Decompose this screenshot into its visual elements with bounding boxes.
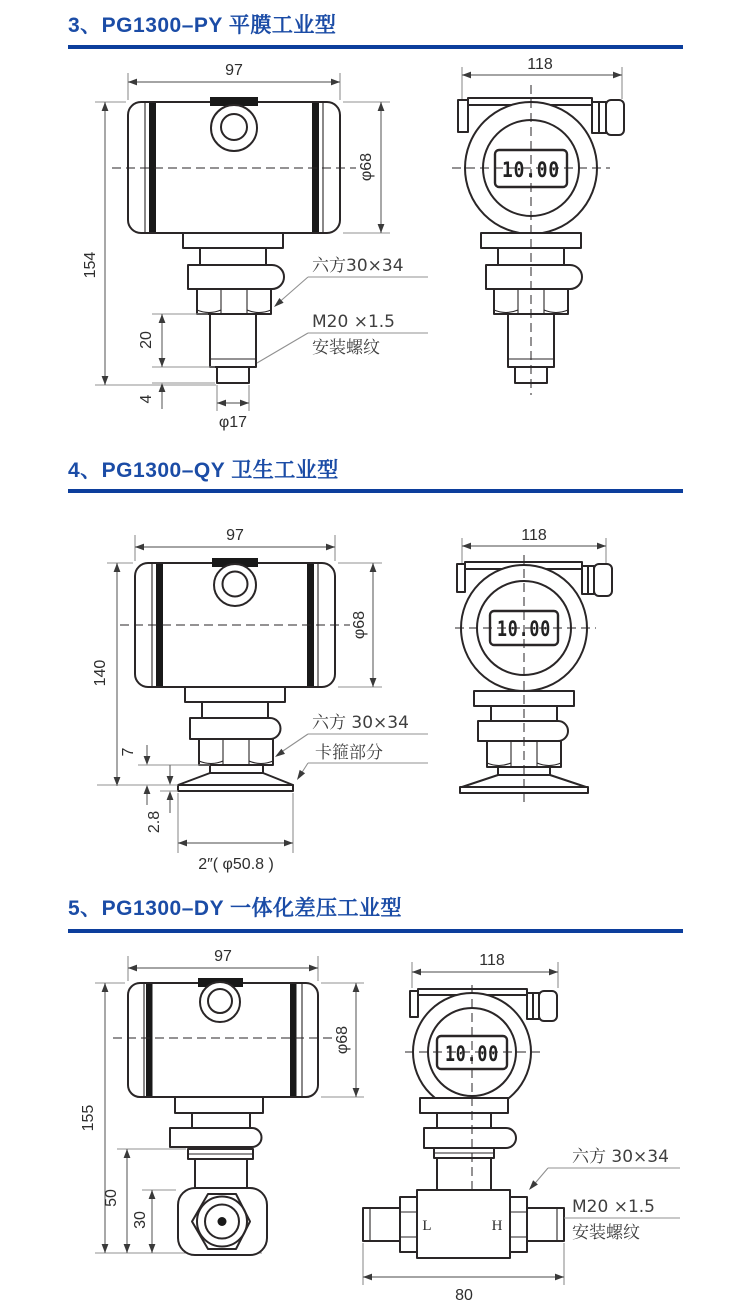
- ferrule-lip: [178, 785, 293, 791]
- dim-port-height: 50: [103, 1189, 120, 1207]
- dy-side-view: [363, 952, 680, 1304]
- section-heading-py: 3、PG1300–PY 平膜工业型: [68, 14, 337, 37]
- cable-gland: [539, 991, 557, 1021]
- py-dimension-drawing: [0, 55, 750, 445]
- py-front-view: [82, 62, 428, 431]
- dp-manifold: [363, 1098, 564, 1258]
- dim-ferrule-lip: 2.8: [146, 810, 163, 834]
- lcd-reading: 10.00: [445, 1042, 499, 1066]
- qy-dimension-drawing: [0, 505, 750, 880]
- thread-label-line2: 安装螺纹: [572, 1223, 640, 1243]
- section-heading-qy: 4、PG1300–QY 卫生工业型: [68, 459, 339, 482]
- low-port-label: L: [422, 1218, 432, 1234]
- dim-width: 97: [225, 62, 243, 79]
- cable-gland: [606, 100, 624, 135]
- section-rule: [68, 45, 683, 49]
- dim-height: 155: [80, 1104, 97, 1132]
- qy-front-view: [92, 527, 428, 873]
- dim-diameter: φ68: [334, 1025, 351, 1055]
- top-knob: [214, 564, 256, 606]
- dim-width: 97: [214, 948, 232, 965]
- high-port-label: H: [491, 1218, 503, 1234]
- dim-ferrule-neck: 7: [120, 747, 137, 757]
- lcd-reading: 10.00: [497, 617, 551, 641]
- port-center: [218, 1217, 227, 1226]
- dy-front-view: [80, 948, 364, 1255]
- stud-right: [527, 1208, 564, 1241]
- stud-left: [363, 1208, 400, 1241]
- dim-clamp-size: 2″( φ50.8 ): [198, 856, 274, 873]
- hex-nut-right: [510, 1197, 527, 1252]
- dim-diameter: φ68: [351, 610, 368, 640]
- dy-dimension-drawing: [0, 940, 750, 1305]
- lcd-reading: 10.00: [502, 158, 560, 182]
- pressure-port-tip: [217, 367, 249, 383]
- thread-label-line1: M20 ×1.5: [572, 1197, 655, 1217]
- hex-nut-left: [400, 1197, 417, 1252]
- tri-clamp-cone: [178, 773, 293, 785]
- dp-port-front: [170, 1097, 267, 1255]
- dim-block-width: 80: [455, 1287, 473, 1304]
- section-rule: [68, 929, 683, 933]
- hex-nut: [199, 739, 273, 765]
- hex-label: 六方 30×34: [312, 713, 409, 733]
- hex-nut: [197, 289, 271, 314]
- dim-height: 154: [82, 251, 99, 279]
- dim-width: 118: [479, 952, 505, 969]
- qy-side-view: [455, 527, 612, 805]
- dim-width: 118: [527, 56, 553, 73]
- clamp-label: 卡箍部分: [315, 743, 383, 763]
- dim-tip-diameter: φ17: [218, 414, 248, 431]
- hex-label: 六方 30×34: [572, 1147, 669, 1167]
- dim-width: 118: [521, 527, 547, 544]
- dim-tip-length: 4: [138, 394, 155, 404]
- thread-label-line2: 安装螺纹: [312, 338, 380, 358]
- dim-thread-length: 20: [138, 331, 155, 349]
- section-rule: [68, 489, 683, 493]
- py-side-view: [452, 56, 624, 395]
- dim-width: 97: [226, 527, 244, 544]
- dim-block-height: 30: [132, 1211, 149, 1229]
- dim-diameter: φ68: [358, 152, 375, 182]
- clamp-connection: [178, 687, 293, 791]
- process-connection: [183, 233, 284, 383]
- thread-label-line1: M20 ×1.5: [312, 312, 395, 332]
- section-heading-dy: 5、PG1300–DY 一体化差压工业型: [68, 897, 403, 920]
- cable-gland: [594, 564, 612, 596]
- top-knob: [211, 105, 257, 151]
- hex-label: 六方30×34: [312, 256, 404, 276]
- dim-height: 140: [92, 659, 109, 687]
